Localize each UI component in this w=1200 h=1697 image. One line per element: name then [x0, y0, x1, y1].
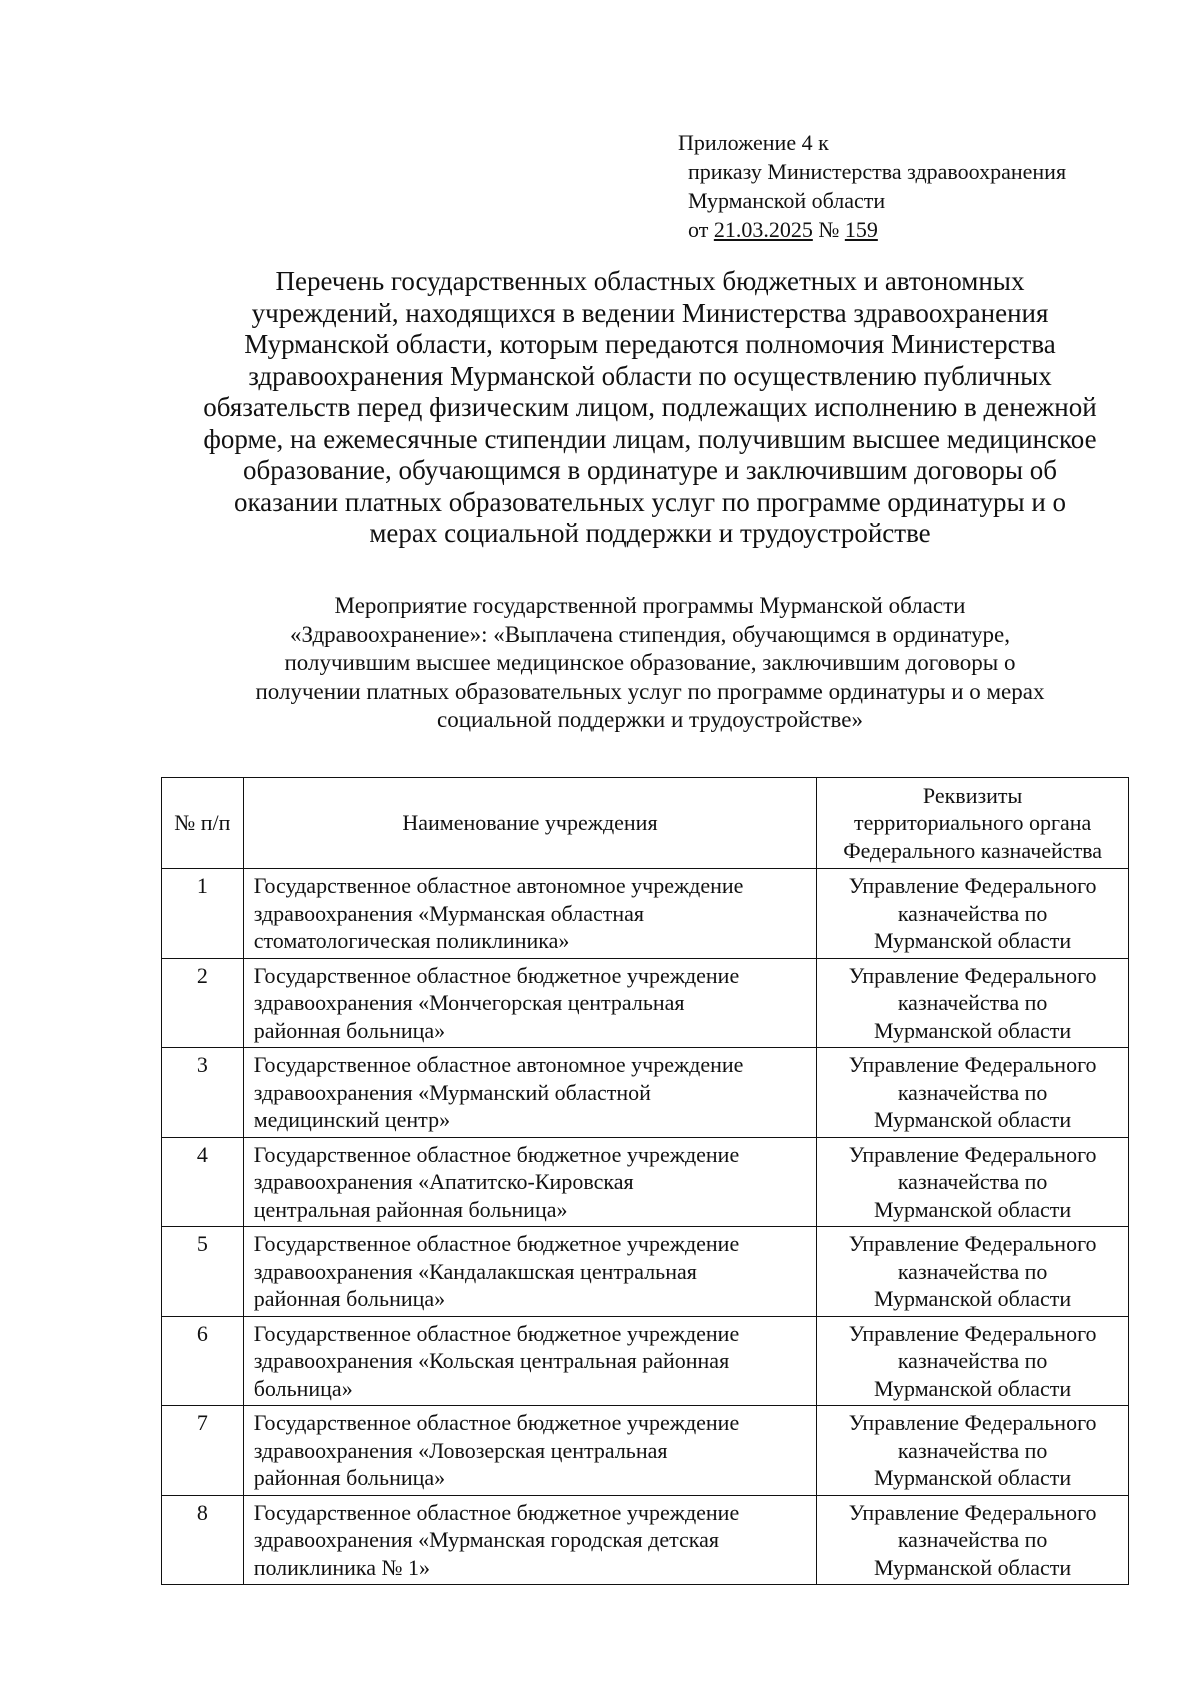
table-body	[162, 869, 1129, 1585]
treasury-requisites-line: Мурманской области	[874, 1107, 1072, 1132]
header-requisites: Реквизиты территориального органа Федерального казначейства	[817, 778, 1129, 869]
table-row	[162, 1227, 1129, 1317]
subtitle-line: социальной поддержки и трудоустройстве»	[437, 707, 863, 732]
institution-name-line: здравоохранения «Ловозерская центральная	[253, 1437, 668, 1463]
document-title	[150, 266, 1150, 550]
row-number: 1	[162, 869, 244, 959]
institution-name-line: здравоохранения «Мончегорская центральная	[253, 990, 685, 1015]
treasury-requisites-line: Управление Федерального	[848, 1410, 1097, 1435]
subtitle-line: получении платных образовательных услуг по программе ординатуры и о мерах	[255, 678, 1045, 704]
institution-name-line: центральная районная больница»	[253, 1196, 568, 1222]
annex-order-date: 21.03.2025	[713, 217, 813, 242]
row-number: 6	[162, 1316, 244, 1406]
table-row	[162, 1137, 1129, 1227]
treasury-requisites-line: Мурманской области	[874, 1196, 1072, 1222]
treasury-requisites-line: Управление Федерального	[848, 873, 1097, 898]
table-header-row	[162, 778, 1129, 869]
table-row	[162, 869, 1129, 959]
annex-line-3: Мурманской области	[688, 188, 886, 213]
annex-from-prefix: от	[688, 217, 709, 242]
institution-name-line: районная больница»	[253, 1286, 446, 1311]
title-line: образование, обучающимся в ординатуре и заключившим договоры об	[243, 455, 1057, 485]
institution-name-line: районная больница»	[253, 1017, 446, 1043]
treasury-requisites	[817, 869, 1129, 959]
annex-order-ref	[678, 215, 1066, 244]
institution-name-line: здравоохранения «Кольская центральная районная	[253, 1348, 730, 1373]
institution-name-line: Государственное областное автономное учреждение	[253, 873, 744, 898]
institution-name	[243, 1316, 817, 1406]
institution-name	[243, 1227, 817, 1317]
treasury-requisites-line: казначейства по	[897, 1437, 1048, 1463]
row-number: 5	[162, 1227, 244, 1317]
institution-name-line: Государственное областное автономное учреждение	[253, 1052, 744, 1077]
row-number: 8	[162, 1495, 244, 1585]
row-number: 7	[162, 1406, 244, 1496]
treasury-requisites-line: казначейства по	[897, 1169, 1048, 1194]
treasury-requisites-line: Управление Федерального	[848, 1141, 1097, 1167]
treasury-requisites-line: казначейства по	[897, 1348, 1048, 1373]
treasury-requisites-line: Мурманской области	[874, 1554, 1072, 1580]
subtitle-line: Мероприятие государственной программы Мурманской области	[334, 593, 966, 618]
treasury-requisites	[817, 1406, 1129, 1496]
title-line: обязательств перед физическим лицом, подлежащих исполнению в денежной	[203, 392, 1097, 422]
annex-order-number: 159	[844, 217, 878, 242]
treasury-requisites-line: Управление Федерального	[848, 1231, 1097, 1256]
treasury-requisites-line: Мурманской области	[874, 1375, 1072, 1401]
institution-name	[243, 1495, 817, 1585]
institution-name-line: здравоохранения «Мурманский областной	[253, 1079, 651, 1105]
institution-name-line: районная больница»	[253, 1465, 446, 1490]
table-row	[162, 1495, 1129, 1585]
institution-name	[243, 869, 817, 959]
institution-name	[243, 1406, 817, 1496]
table-row	[162, 1406, 1129, 1496]
institution-name-line: Государственное областное бюджетное учреждение	[253, 1231, 740, 1256]
annex-number-sign: №	[818, 217, 840, 242]
institution-name-line: здравоохранения «Мурманская городская детская	[253, 1527, 719, 1552]
treasury-requisites	[817, 1048, 1129, 1138]
treasury-requisites-line: казначейства по	[897, 900, 1048, 926]
title-line: оказании платных образовательных услуг по программе ординатуры и о	[233, 486, 1067, 517]
institution-name-line: поликлиника № 1»	[253, 1554, 431, 1580]
subtitle-line: получившим высшее медицинское образование, заключившим договоры о	[284, 650, 1016, 675]
title-line: мерах социальной поддержки и трудоустройстве	[369, 518, 931, 548]
annex-line-2: приказу Министерства здравоохранения	[688, 159, 1067, 184]
institution-name-line: Государственное областное бюджетное учреждение	[253, 1320, 740, 1346]
treasury-requisites-line: казначейства по	[897, 1527, 1048, 1552]
title-line: Мурманской области, которым передаются полномочия Министерства	[244, 329, 1056, 359]
institution-name-line: Государственное областное бюджетное учреждение	[253, 1499, 740, 1525]
treasury-requisites	[817, 1137, 1129, 1227]
treasury-requisites-line: Мурманской области	[874, 1465, 1072, 1490]
treasury-requisites-line: Управление Федерального	[848, 1499, 1097, 1525]
table-row	[162, 958, 1129, 1048]
treasury-requisites-line: казначейства по	[897, 1258, 1048, 1284]
header-name: Наименование учреждения	[243, 778, 817, 869]
institution-name-line: Государственное областное бюджетное учреждение	[253, 1141, 740, 1167]
header-num: № п/п	[162, 778, 244, 869]
institution-name	[243, 958, 817, 1048]
treasury-requisites-line: Мурманской области	[874, 1017, 1072, 1043]
title-line: учреждений, находящихся в ведении Министерства здравоохранения	[251, 297, 1049, 328]
title-line: Перечень государственных областных бюджетных и автономных	[275, 266, 1025, 296]
institution-name-line: стоматологическая поликлиника»	[253, 928, 570, 953]
treasury-requisites	[817, 1495, 1129, 1585]
institution-name-line: Государственное областное бюджетное учреждение	[253, 962, 740, 988]
treasury-requisites	[817, 958, 1129, 1048]
institution-name-line: медицинский центр»	[253, 1107, 451, 1132]
annex-block	[678, 128, 1066, 244]
institution-name-line: больница»	[253, 1375, 353, 1401]
title-line: форме, на ежемесячные стипендии лицам, получившим высшее медицинское	[203, 423, 1097, 454]
treasury-requisites-line: казначейства по	[897, 1079, 1048, 1105]
treasury-requisites-line: Управление Федерального	[848, 1320, 1097, 1346]
institution-name-line: здравоохранения «Кандалакшская центральная	[253, 1258, 697, 1284]
treasury-requisites-line: Управление Федерального	[848, 1052, 1097, 1077]
treasury-requisites-line: Мурманской области	[874, 1286, 1072, 1311]
treasury-requisites	[817, 1316, 1129, 1406]
treasury-requisites-line: Управление Федерального	[848, 962, 1097, 988]
institution-name	[243, 1137, 817, 1227]
institution-name-line: здравоохранения «Апатитско-Кировская	[253, 1169, 634, 1194]
table-row	[162, 1048, 1129, 1138]
row-number: 3	[162, 1048, 244, 1138]
treasury-requisites	[817, 1227, 1129, 1317]
annex-line-1: Приложение 4 к	[678, 130, 829, 155]
institution-name-line: Государственное областное бюджетное учреждение	[253, 1410, 740, 1435]
institution-name	[243, 1048, 817, 1138]
title-line: здравоохранения Мурманской области по осуществлению публичных	[248, 360, 1052, 391]
row-number: 4	[162, 1137, 244, 1227]
institution-name-line: здравоохранения «Мурманская областная	[253, 900, 645, 926]
institutions-table	[161, 777, 1129, 1585]
treasury-requisites-line: казначейства по	[897, 990, 1048, 1015]
table-row	[162, 1316, 1129, 1406]
row-number: 2	[162, 958, 244, 1048]
program-measure	[150, 592, 1150, 735]
treasury-requisites-line: Мурманской области	[874, 928, 1072, 953]
subtitle-line: «Здравоохранение»: «Выплачена стипендия, обучающимся в ординатуре,	[290, 621, 1010, 647]
